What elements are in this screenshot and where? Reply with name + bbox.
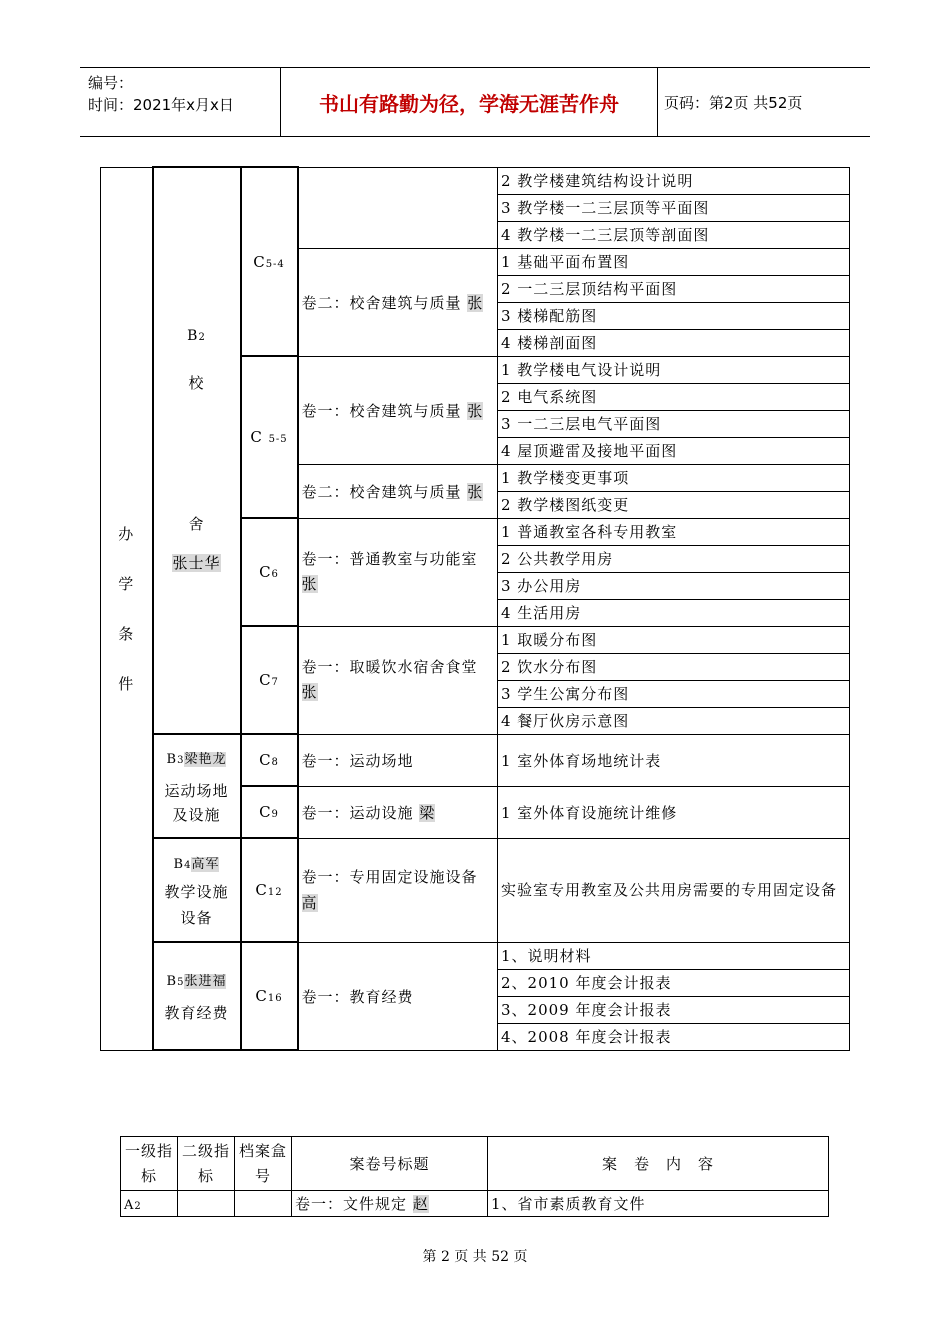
- content-item: 3 一二三层电气平面图: [498, 410, 850, 437]
- vol-title: 卷一：运动场地: [301, 751, 414, 770]
- header-box-number: 档案盒号: [235, 1137, 292, 1191]
- level1-cell: [101, 167, 153, 1050]
- header-level2: 二级指标: [178, 1137, 235, 1191]
- c55-cell: [241, 356, 298, 518]
- vol-title: 卷一：文件规定: [295, 1195, 408, 1213]
- header-volume-title: 案卷号标题: [292, 1137, 488, 1191]
- c9-vol-cell: [298, 786, 498, 838]
- b4-code: B: [173, 856, 185, 872]
- c55-sub: 5-5: [268, 434, 288, 445]
- b4-name: 教学设施设备: [164, 882, 229, 927]
- row-a-sub: 2: [134, 1200, 142, 1212]
- content-item: 3 楼梯配筋图: [498, 302, 850, 329]
- c16-cell: [241, 942, 298, 1050]
- row-volume-title: [292, 1191, 488, 1217]
- c12-sub: 12: [267, 887, 283, 898]
- b5-person: 张进福: [184, 973, 227, 989]
- content-item: 1 基础平面布置图: [498, 248, 850, 275]
- c6-sub: 6: [271, 569, 279, 580]
- vol-person: 张: [301, 575, 318, 593]
- row-level1: [121, 1191, 178, 1217]
- level1-label: 办 学 条 件: [118, 524, 135, 693]
- vol-title: 卷一：运动设施: [301, 803, 414, 822]
- b2-person: 张士华: [172, 554, 221, 572]
- vol-person: 张: [301, 683, 318, 701]
- b4-cell: [153, 838, 241, 942]
- c8-code: C: [259, 751, 272, 769]
- content-item: 4、2008 年度会计报表: [498, 1023, 850, 1050]
- content-item: 1 室外体育设施统计维修: [498, 786, 850, 838]
- content-item: 2 教学楼建筑结构设计说明: [498, 167, 850, 194]
- document-number-label: 编号：: [88, 74, 134, 92]
- vol-title: 卷一：取暖饮水宿舍食堂: [301, 658, 478, 676]
- c6-vol-cell: [298, 518, 498, 626]
- vol-person: 张: [467, 482, 484, 501]
- c7-sub: 7: [271, 677, 279, 688]
- c6-code: C: [259, 563, 272, 581]
- c16-code: C: [255, 987, 268, 1005]
- content-item: 1 教学楼电气设计说明: [498, 356, 850, 383]
- row-level2: [178, 1191, 235, 1217]
- vol-person: 梁: [419, 803, 436, 822]
- c9-sub: 9: [271, 809, 279, 820]
- content-item: 1 取暖分布图: [498, 626, 850, 653]
- vol-person: 张: [467, 293, 484, 312]
- c9-code: C: [259, 803, 272, 821]
- archive-header-table: [120, 1136, 829, 1217]
- c7-vol-cell: [298, 626, 498, 734]
- content-item: 2 公共教学用房: [498, 545, 850, 572]
- c55-code: C: [250, 428, 269, 446]
- c55-vol2-cell: [298, 464, 498, 518]
- content-item: 2 电气系统图: [498, 383, 850, 410]
- c16-vol-cell: [298, 942, 498, 1050]
- content-item: 3 办公用房: [498, 572, 850, 599]
- vol-person: 高: [301, 894, 318, 912]
- b3-cell: [153, 734, 241, 838]
- row-box-number: [235, 1191, 292, 1217]
- vol-title: 卷二：校舍建筑与质量: [301, 482, 462, 501]
- c8-vol-cell: [298, 734, 498, 786]
- header-volume-content: 案 卷 内 容: [488, 1137, 829, 1191]
- page-footer: 第 2 页 共 52 页: [422, 1249, 528, 1265]
- archive-index-table: [100, 166, 850, 1051]
- b3-person: 梁艳龙: [184, 751, 227, 767]
- b2-name2: 舍: [188, 515, 205, 533]
- content-item: 4 教学楼一二三层顶等剖面图: [498, 221, 850, 248]
- content-item: 4 屋顶避雷及接地平面图: [498, 437, 850, 464]
- b2-name1: 校: [188, 374, 205, 392]
- content-item: 1 室外体育场地统计表: [498, 734, 850, 786]
- content-item: 4 餐厅伙房示意图: [498, 707, 850, 734]
- b5-code: B: [166, 973, 178, 989]
- header-page-info: 页码：第2页 共52页: [664, 93, 803, 112]
- header-motto: 书山有路勤为径，学海无涯苦作舟: [280, 68, 658, 136]
- c54-vol2-cell: [298, 248, 498, 356]
- content-item: 1 教学楼变更事项: [498, 464, 850, 491]
- vol-title: 卷二：校舍建筑与质量: [301, 293, 462, 312]
- b4-sub: 4: [184, 859, 192, 871]
- row-a-code: A: [124, 1197, 135, 1213]
- c7-code: C: [259, 671, 272, 689]
- content-item: 2 饮水分布图: [498, 653, 850, 680]
- page-header: [80, 67, 870, 137]
- b3-sub: 3: [177, 754, 185, 766]
- content-item: 3 教学楼一二三层顶等平面图: [498, 194, 850, 221]
- c9-cell: [241, 786, 298, 838]
- content-item: 4 生活用房: [498, 599, 850, 626]
- b2-sub: 2: [198, 332, 206, 343]
- content-item: 3、2009 年度会计报表: [498, 996, 850, 1023]
- c16-sub: 16: [267, 993, 283, 1004]
- c54-sub: 5-4: [265, 258, 285, 270]
- document-time: 时间：2021年x月x日: [88, 96, 234, 114]
- vol-title: 卷一：普通教室与功能室: [301, 550, 478, 568]
- b5-cell: [153, 942, 241, 1050]
- content-item: 4 楼梯剖面图: [498, 329, 850, 356]
- c12-vol-cell: [298, 838, 498, 942]
- b2-cell: [153, 167, 241, 734]
- c6-cell: [241, 518, 298, 626]
- row-content: 1、省市素质教育文件: [488, 1191, 829, 1217]
- content-item: 2、2010 年度会计报表: [498, 969, 850, 996]
- content-item: 3 学生公寓分布图: [498, 680, 850, 707]
- c8-sub: 8: [271, 757, 279, 768]
- header-meta: [80, 68, 280, 136]
- c54-cell: [241, 167, 298, 356]
- vol-title: 卷一：专用固定设施设备: [301, 868, 478, 886]
- content-item: 2 教学楼图纸变更: [498, 491, 850, 518]
- content-item: 1 普通教室各科专用教室: [498, 518, 850, 545]
- content-item: 1、说明材料: [498, 942, 850, 969]
- vol-person: 张: [467, 401, 484, 420]
- b4-person: 高军: [191, 856, 220, 872]
- c8-cell: [241, 734, 298, 786]
- c7-cell: [241, 626, 298, 734]
- b5-name: 教育经费: [164, 1003, 229, 1022]
- content-item: 实验室专用教室及公共用房需要的专用固定设备: [498, 838, 850, 942]
- vol-title: 卷一：校舍建筑与质量: [301, 401, 462, 420]
- vol-title: 卷一：教育经费: [301, 987, 414, 1006]
- b3-code: B: [166, 751, 178, 767]
- c55-vol1-cell: [298, 356, 498, 464]
- b2-code: B: [187, 328, 199, 344]
- content-item: 2 一二三层顶结构平面图: [498, 275, 850, 302]
- b3-name: 运动场地及设施: [164, 781, 229, 824]
- c54-code: C: [253, 252, 266, 271]
- b5-sub: 5: [177, 976, 185, 988]
- vol-person: 赵: [412, 1195, 429, 1213]
- c12-code: C: [255, 881, 268, 899]
- c54-vol1-cell: [298, 167, 498, 248]
- c12-cell: [241, 838, 298, 942]
- header-level1: 一级指标: [121, 1137, 178, 1191]
